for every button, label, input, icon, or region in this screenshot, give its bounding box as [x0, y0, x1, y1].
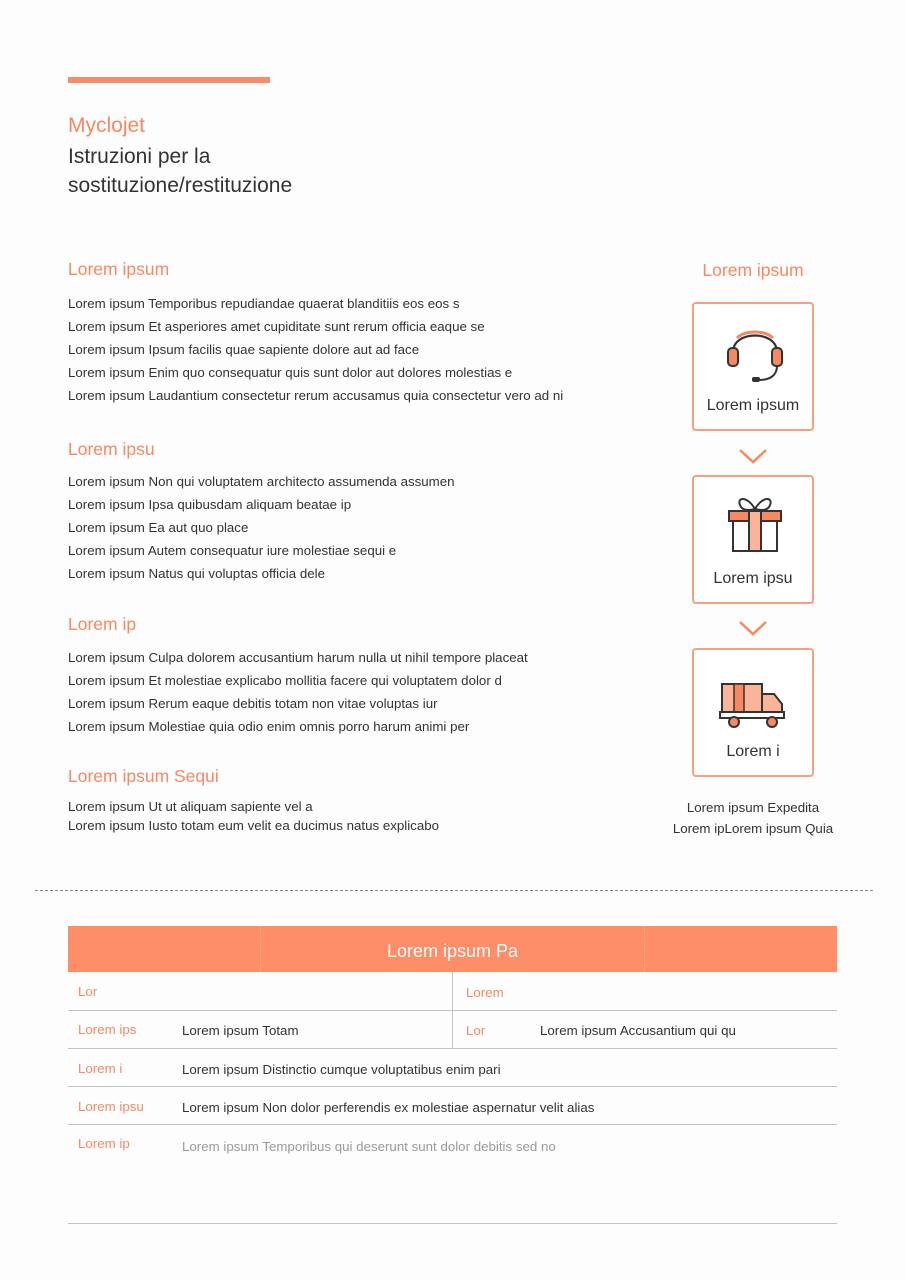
steps-heading: Lorem ipsum	[702, 260, 804, 280]
brand-name: Myclojet	[68, 114, 146, 137]
text-line: Lorem ipsum Ut ut aliquam sapiente vel a	[68, 799, 313, 814]
steps-notes	[652, 797, 854, 839]
cell-value: Lorem ipsum Non dolor perferendis ex molestiae aspernatur velit alias	[182, 1100, 595, 1115]
headset-icon	[725, 318, 785, 382]
table-title: Lorem ipsum Pa	[386, 941, 519, 961]
step-label-1: Lorem ipsum	[706, 397, 800, 414]
section-body-1	[68, 292, 563, 407]
bottom-rule	[68, 1223, 837, 1224]
text-line: Lorem ipsum Rerum eaque debitis totam non vitae voluptas iur	[68, 696, 438, 711]
section-body-4	[68, 797, 439, 835]
gift-box-icon	[725, 491, 785, 555]
step-label-2: Lorem ipsu	[713, 570, 793, 587]
cell-label: Lorem ipsu	[78, 1099, 144, 1114]
text-line: Lorem ipsum Autem consequatur iure molestiae sequi e	[68, 543, 397, 558]
text-line: Lorem ipsum Ipsa quibusdam aliquam beatae ip	[68, 497, 352, 512]
cell-label: Lorem ip	[78, 1136, 130, 1151]
text-line: Lorem ipsum Iusto totam eum velit ea ducimus natus explicabo	[68, 818, 440, 833]
step-card-3	[692, 648, 814, 777]
text-line: Lorem ipsum Ea aut quo place	[68, 520, 249, 535]
text-line: Lorem ipsum Et asperiores amet cupiditate sunt rerum officia eaque se	[68, 319, 485, 334]
table-row	[68, 1049, 837, 1087]
text-line: Lorem ipsum Et molestiae explicabo mollitia facere qui voluptatem dolor d	[68, 673, 502, 688]
text-line: Lorem ipsum Laudantium consectetur rerum accusamus quia consectetur vero ad ni	[68, 388, 564, 403]
cell-label: Lor	[466, 1023, 486, 1038]
cell-label: Lor	[78, 984, 98, 999]
cell-label: Lorem	[466, 985, 504, 1000]
page-title: Istruzioni per la sostituzione/restituzione	[68, 145, 293, 197]
chevron-down-icon	[738, 447, 768, 465]
section-heading-4: Lorem ipsum Sequi	[68, 766, 219, 786]
table-row	[68, 1011, 837, 1049]
text-line: Lorem ipsum Non qui voluptatem architecto assumenda assumen	[68, 474, 455, 489]
dashed-divider	[35, 890, 873, 891]
text-line: Lorem ipsum Culpa dolorem accusantium harum nulla ut nihil tempore placeat	[68, 650, 528, 665]
delivery-truck-icon	[718, 664, 788, 728]
text-line: Lorem ipsum Enim quo consequatur quis sunt dolor aut dolores molestias e	[68, 365, 513, 380]
cell-value: Lorem ipsum Accusantium qui qu	[540, 1023, 736, 1038]
step-label-3: Lorem i	[726, 743, 780, 760]
note-line: Lorem ipLorem ipsum Quia	[672, 821, 834, 836]
section-heading-3: Lorem ip	[68, 614, 137, 634]
text-line: Lorem ipsum Natus qui voluptas officia dele	[68, 566, 325, 581]
step-card-2	[692, 475, 814, 604]
section-body-2	[68, 470, 455, 585]
chevron-down-icon	[738, 619, 768, 637]
section-heading-2: Lorem ipsu	[68, 439, 155, 459]
cell-value: Lorem ipsum Distinctio cumque voluptatibus enim pari	[182, 1062, 501, 1077]
step-card-1	[692, 302, 814, 431]
text-line: Lorem ipsum Molestiae quia odio enim omnis porro harum animi per	[68, 719, 470, 734]
cell-label: Lorem ips	[78, 1022, 137, 1037]
table-header	[68, 926, 837, 972]
text-line: Lorem ipsum Ipsum facilis quae sapiente dolore aut ad face	[68, 342, 420, 357]
cell-value: Lorem ipsum Temporibus qui deserunt sunt dolor debitis sed no	[182, 1139, 556, 1154]
table-row	[68, 1087, 837, 1125]
cell-label: Lorem i	[78, 1061, 123, 1076]
accent-bar	[68, 77, 270, 83]
text-line: Lorem ipsum Temporibus repudiandae quaerat blanditiis eos eos s	[68, 296, 460, 311]
cell-value: Lorem ipsum Totam	[182, 1023, 299, 1038]
section-heading-1: Lorem ipsum	[68, 259, 170, 279]
note-line: Lorem ipsum Expedita	[686, 800, 820, 815]
section-body-3	[68, 646, 528, 738]
